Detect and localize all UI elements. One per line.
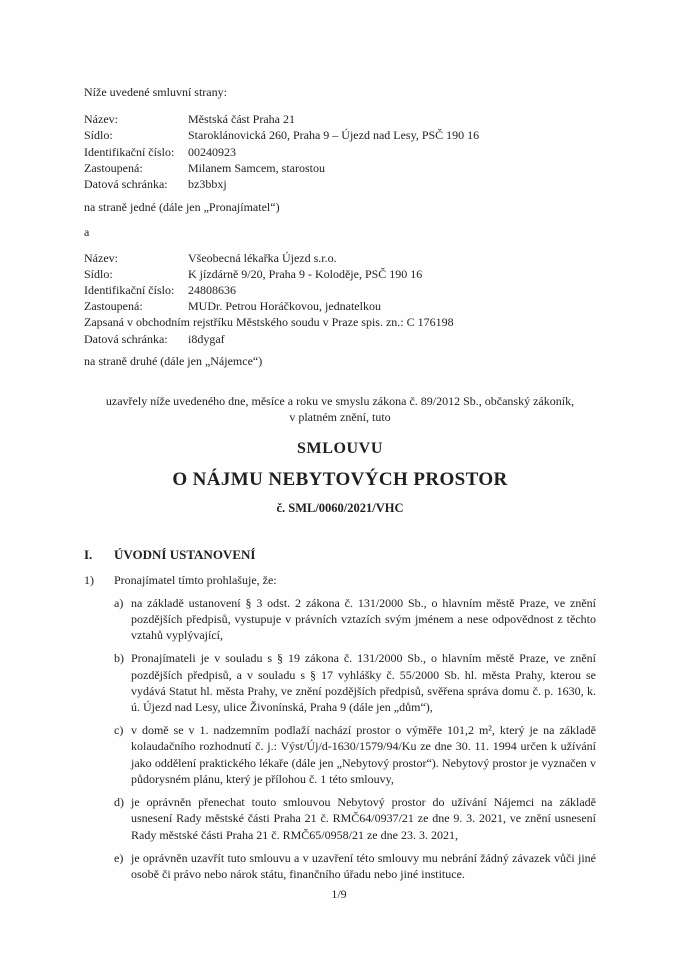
subclause-a [114, 595, 596, 644]
row-value: MUDr. Petrou Horáčkovou, jednatelkou [188, 299, 381, 314]
subclause-text: je oprávněn přenechat touto smlouvou Nebytový prostor do užívání Nájemci na základě usnesení Rady městské části Praha 21 č. RMČ64/0937/21 ze dne 9. 3. 2021, ve znění usnesení Rady městské části Praha 21 č. RMČ65/0958/21 ze dne 23. 3. 2021, [131, 795, 596, 842]
row-label: Identifikační číslo: [84, 144, 175, 159]
subclause-text: v domě se v 1. nadzemním podlaží nachází prostor o výměře 101,2 m², který je na základě kolaudačního rozhodnutí č. j.: Výst/Új/d-1630/1579/94/Ku ze dne 30. 11. 1994 určen k užívání jako oddělení praktického lékaře (dále jen „Nebytový prostor“). Nebytový prostor je vyznačen v půdorysném plánu, který je přílohou č. 1 této smlouvy, [131, 723, 596, 786]
subclause-text: je oprávněn uzavřít tuto smlouvu a v uzavření této smlouvy mu nebrání žádný závazek vůči jiné osobě či právo nebo nárok státu, finančního úřadu nebo jiné instituce. [131, 850, 596, 881]
subclause-d [114, 794, 596, 843]
contract-title: SMLOUVU [297, 440, 383, 458]
row-value: K jízdárně 9/20, Praha 9 - Koloděje, PSČ 190 16 [188, 266, 423, 281]
tenant-registry-line: Zapsaná v obchodním rejstříku Městského soudu v Praze spis. zn.: C 176198 [84, 315, 454, 330]
clause-1 [84, 572, 596, 588]
preamble-line-2: v platném znění, tuto [289, 410, 391, 425]
subclause-marker: e) [114, 850, 124, 865]
row-label: Název: [84, 112, 118, 127]
subclause-e [114, 850, 596, 882]
parties-intro: Níže uvedené smluvní strany: [84, 85, 227, 99]
row-value: Městská část Praha 21 [188, 112, 295, 127]
conjunction: a [84, 225, 90, 240]
tenant-row-representative [84, 298, 596, 314]
page-number: 1/9 [331, 887, 347, 901]
row-label: Identifikační číslo: [84, 283, 175, 298]
landlord-row-representative [84, 160, 596, 176]
tenant-row-address [84, 266, 596, 282]
subclause-marker: d) [114, 795, 124, 810]
row-label: Název: [84, 250, 118, 265]
subclause-marker: c) [114, 723, 124, 738]
subclause-b [114, 650, 596, 715]
clause-text: Pronajímatel tímto prohlašuje, že: [114, 572, 277, 587]
row-value: Všeobecná lékařka Újezd s.r.o. [188, 250, 337, 265]
tenant-row-id [84, 282, 596, 298]
landlord-row-name [84, 111, 596, 127]
subclause-c [114, 722, 596, 787]
subclause-text: Pronajímateli je v souladu s § 19 zákona č. 131/2000 Sb., o hlavním městě Praze, ve znění pozdějších předpisů, a v souladu s § 17 vyhlášky č. 55/2000 Sb. hl. města Prahy, kterou se vydává Statut hl. města Prahy, ve znění pozdějších předpisů, svěřena správa domu č. p. 1630, k. ú. Újezd nad Lesy, ulice Živonínská, Praha 9 (dále jen „dům“), [131, 651, 596, 715]
landlord-block [84, 111, 596, 192]
row-label: Datová schránka: [84, 331, 168, 346]
row-value: 00240923 [188, 144, 236, 159]
contract-title-block [84, 438, 596, 517]
section-title: ÚVODNÍ USTANOVENÍ [114, 547, 256, 563]
subclause-marker: b) [114, 651, 124, 666]
row-value: bz3bbxj [188, 177, 227, 192]
landlord-row-databox [84, 176, 596, 192]
row-label: Sídlo: [84, 266, 113, 281]
contract-number: č. SML/0060/2021/VHC [276, 501, 404, 516]
row-value: i8dygaf [188, 331, 225, 346]
subclause-text: na základě ustanovení § 3 odst. 2 zákona č. 131/2000 Sb., o hlavním městě Praze, ve znění pozdějších předpisů, vystupuje v právních vztazích svým jménem a nese odpovědnost z těchto vztahů vyplývající, [131, 595, 596, 643]
row-label: Zastoupená: [84, 160, 143, 175]
row-value: Staroklánovická 260, Praha 9 – Újezd nad Lesy, PSČ 190 16 [188, 128, 480, 143]
section-1-heading [84, 547, 596, 563]
tenant-row-name [84, 250, 596, 266]
tenant-closing: na straně druhé (dále jen „Nájemce“) [84, 353, 263, 368]
tenant-row-databox [84, 331, 596, 347]
row-value: Milanem Samcem, starostou [188, 160, 325, 175]
contract-subtitle: O NÁJMU NEBYTOVÝCH PROSTOR [172, 469, 508, 491]
row-label: Zastoupená: [84, 299, 143, 314]
subclause-marker: a) [114, 595, 124, 610]
preamble-line-1: uzavřely níže uvedeného dne, měsíce a roku ve smyslu zákona č. 89/2012 Sb., občanský zákoník, [105, 394, 575, 409]
tenant-block [84, 250, 596, 347]
landlord-row-address [84, 127, 596, 143]
landlord-row-id [84, 144, 596, 160]
section-numeral: I. [84, 547, 93, 563]
preamble [84, 393, 596, 425]
row-value: 24808636 [188, 283, 236, 298]
row-label: Sídlo: [84, 128, 113, 143]
landlord-closing: na straně jedné (dále jen „Pronajímatel“) [84, 200, 280, 215]
clause-marker: 1) [84, 572, 94, 587]
row-label: Datová schránka: [84, 177, 168, 192]
